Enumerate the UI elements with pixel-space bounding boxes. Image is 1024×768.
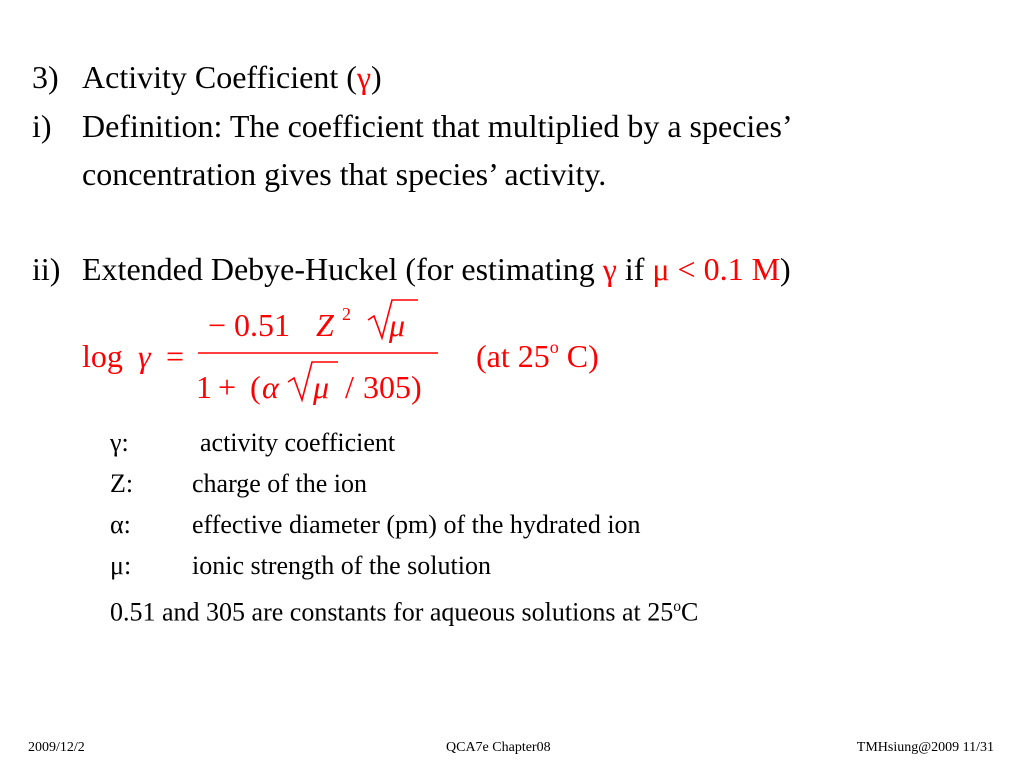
footer-date: 2009/12/2 bbox=[28, 740, 85, 755]
debye-huckel-equation bbox=[0, 290, 1024, 420]
eq-den-slash: / bbox=[345, 369, 354, 405]
gamma-symbol: γ bbox=[602, 251, 617, 287]
footer-chapter: QCA7e Chapter08 bbox=[446, 740, 551, 755]
item-i-line1: Definition: The coefficient that multiplied by a species’ bbox=[82, 108, 793, 144]
eq-log: log bbox=[82, 338, 123, 374]
eq-numerator-const: − 0.51 bbox=[208, 307, 291, 343]
eq-mu-denominator: μ bbox=[313, 369, 330, 405]
item-i-line2: concentration gives that species’ activity. bbox=[82, 156, 607, 192]
def-gamma-desc: activity coefficient bbox=[200, 428, 396, 457]
item-3-title: Activity Coefficient (γ) bbox=[82, 59, 382, 95]
item-3-number: 3) bbox=[32, 59, 59, 95]
eq-mu-numerator: μ bbox=[389, 307, 406, 343]
eq-numerator-exp: 2 bbox=[342, 304, 351, 324]
eq-den-const: 305) bbox=[363, 369, 422, 405]
eq-den-one: 1 bbox=[196, 369, 212, 405]
eq-condition: (at 25$^o$ C) bbox=[476, 337, 599, 374]
def-gamma-sym: γ: bbox=[110, 428, 129, 457]
footer-page: TMHsiung@2009 11/31 bbox=[856, 740, 994, 755]
def-alpha-sym: α: bbox=[110, 510, 131, 539]
gamma-symbol: γ bbox=[356, 59, 372, 95]
eq-numerator-z: Z bbox=[316, 307, 334, 343]
def-z-desc: charge of the ion bbox=[192, 469, 367, 498]
eq-equals: = bbox=[166, 338, 185, 374]
item-ii-number: ii) bbox=[32, 251, 61, 287]
def-mu-desc: ionic strength of the solution bbox=[192, 551, 491, 580]
item-3 bbox=[32, 57, 59, 97]
def-mu-sym: μ: bbox=[110, 551, 132, 580]
item-ii-text: Extended Debye-Huckel (for estimating γ if μ < 0.1 M) bbox=[82, 251, 791, 287]
mu-condition: μ < 0.1 M bbox=[652, 251, 781, 287]
eq-alpha: α bbox=[262, 369, 279, 405]
def-alpha-desc: effective diameter (pm) of the hydrated ion bbox=[192, 510, 641, 539]
eq-gamma: γ bbox=[138, 338, 151, 374]
eq-den-open: ( bbox=[250, 369, 261, 405]
eq-den-plus: + bbox=[218, 369, 237, 405]
def-z-sym: Z: bbox=[110, 469, 134, 498]
constants-note: 0.51 and 305 are constants for aqueous solutions at 25$^o$C bbox=[110, 597, 699, 627]
item-i-number: i) bbox=[32, 108, 52, 144]
